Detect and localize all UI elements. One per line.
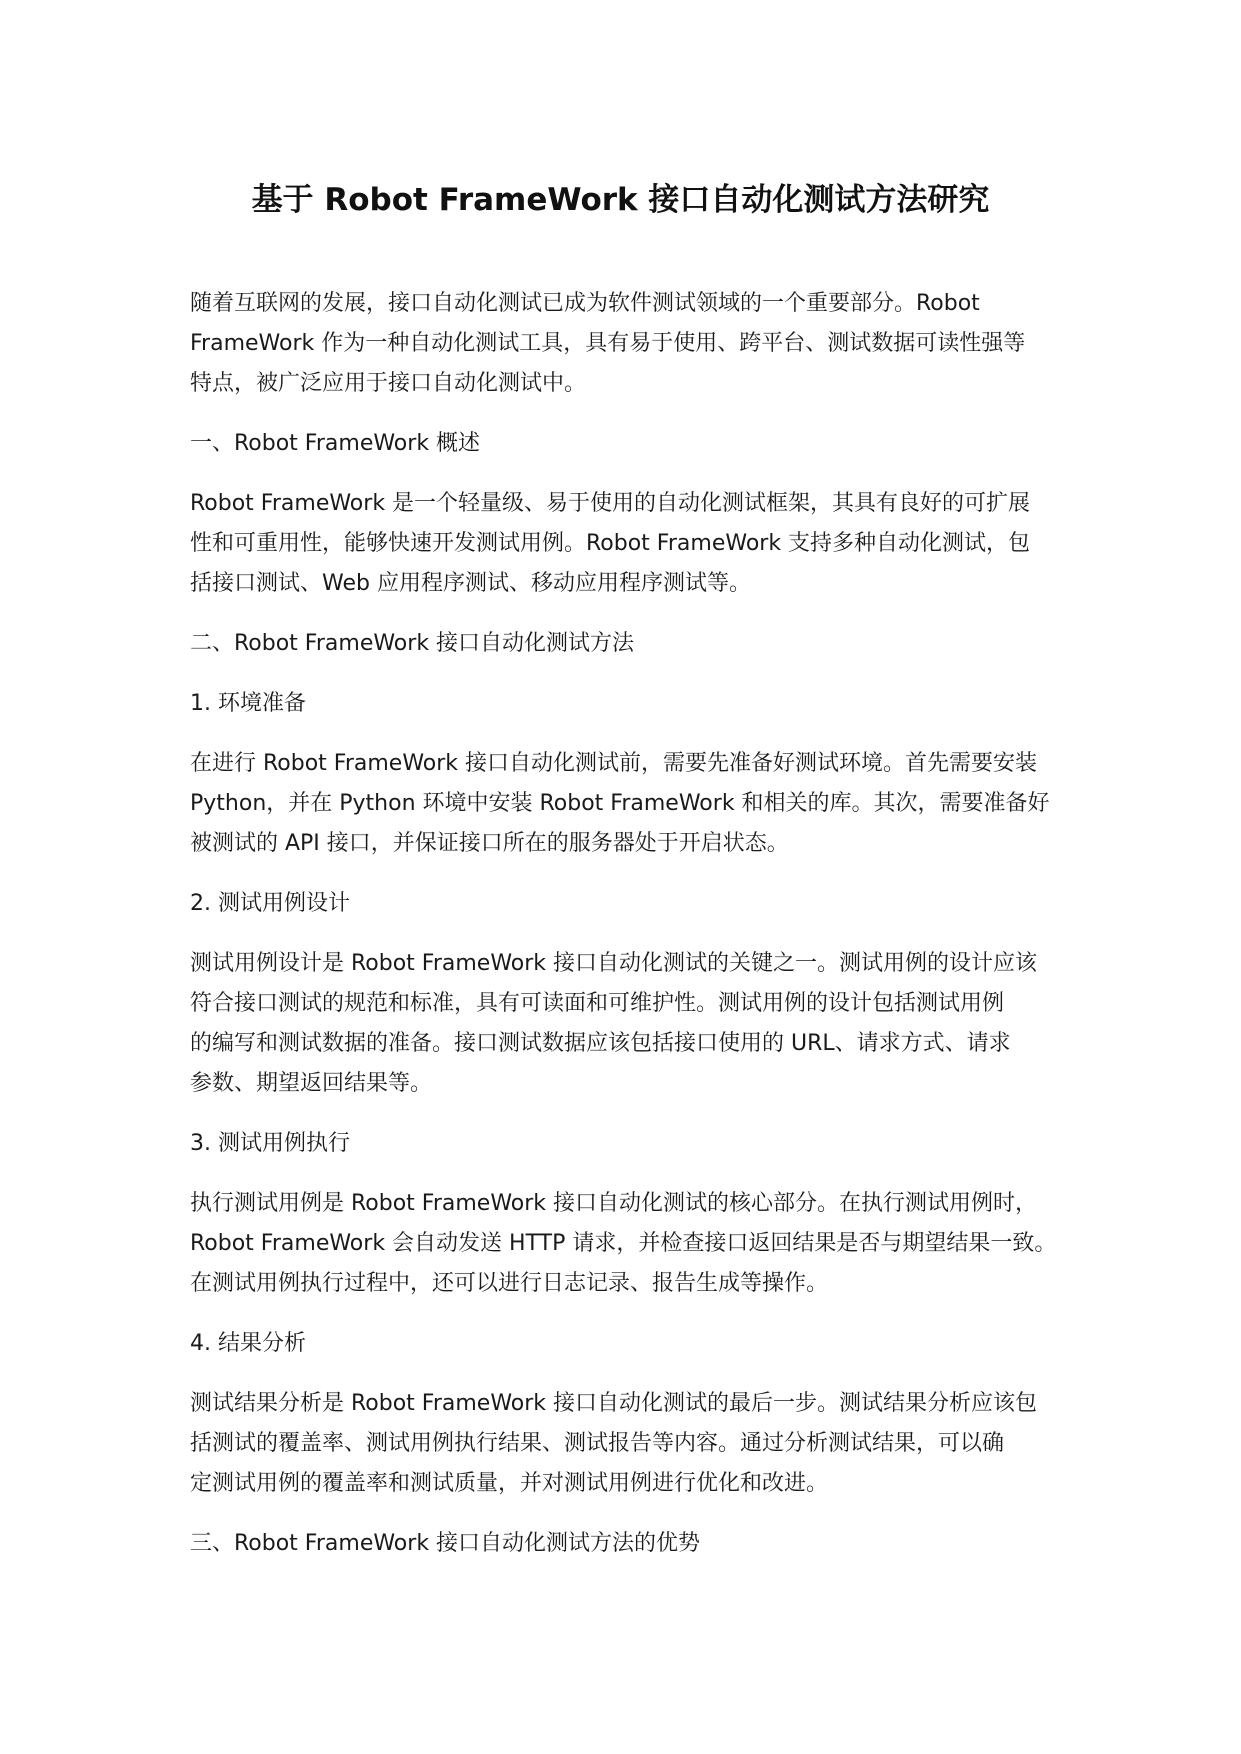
paragraph-line: 括接口测试、Web 应用程序测试、移动应用程序测试等。: [190, 571, 751, 596]
paragraph-line: 性和可重用性，能够快速开发测试用例。Robot FrameWork 支持多种自动化测试，包: [190, 531, 1031, 556]
heading-line: 4. 结果分析: [190, 1331, 306, 1356]
paragraph-result-analysis: [190, 1384, 1060, 1504]
paragraph-line: 测试结果分析是 Robot FrameWork 接口自动化测试的最后一步。测试结果分析应该包: [190, 1391, 1038, 1416]
subheading-test-execution: [190, 1124, 1060, 1164]
heading-line: 2. 测试用例设计: [190, 891, 350, 916]
paragraph-intro: [190, 284, 1060, 404]
paragraph-test-execution: [190, 1184, 1060, 1304]
paragraph-line: 测试用例设计是 Robot FrameWork 接口自动化测试的关键之一。测试用例的设计应该: [190, 951, 1038, 976]
subheading-environment: [190, 684, 1060, 724]
section-heading-advantages: [190, 1524, 1060, 1564]
subheading-test-design: [190, 884, 1060, 924]
paragraph-line: 被测试的 API 接口，并保证接口所在的服务器处于开启状态。: [190, 831, 789, 856]
paragraph-line: FrameWork 作为一种自动化测试工具，具有易于使用、跨平台、测试数据可读性强等: [190, 331, 1026, 356]
paragraph-line: 随着互联网的发展，接口自动化测试已成为软件测试领域的一个重要部分。Robot: [190, 291, 980, 316]
heading-line: 一、Robot FrameWork 概述: [190, 431, 481, 456]
heading-line: 二、Robot FrameWork 接口自动化测试方法: [190, 631, 635, 656]
document-title: 基于 Robot FrameWork 接口自动化测试方法研究: [251, 182, 990, 218]
paragraph-line: Python，并在 Python 环境中安装 Robot FrameWork 和相关的库。其次，需要准备好: [190, 791, 1050, 816]
paragraph-line: 在进行 Robot FrameWork 接口自动化测试前，需要先准备好测试环境。首先需要安装: [190, 751, 1038, 776]
paragraph-line: 在测试用例执行过程中，还可以进行日志记录、报告生成等操作。: [190, 1271, 829, 1296]
paragraph-line: 参数、期望返回结果等。: [190, 1071, 433, 1096]
section-heading-methods: [190, 624, 1060, 664]
paragraph-line: 特点，被广泛应用于接口自动化测试中。: [190, 371, 587, 396]
heading-line: 3. 测试用例执行: [190, 1131, 350, 1156]
paragraph-test-design: [190, 944, 1060, 1104]
paragraph-line: 的编写和测试数据的准备。接口测试数据应该包括接口使用的 URL、请求方式、请求: [190, 1031, 1011, 1056]
paragraph-line: 执行测试用例是 Robot FrameWork 接口自动化测试的核心部分。在执行测试用例时，: [190, 1191, 1038, 1216]
paragraph-line: Robot FrameWork 是一个轻量级、易于使用的自动化测试框架，其具有良好的可扩展: [190, 491, 1031, 516]
heading-line: 三、Robot FrameWork 接口自动化测试方法的优势: [190, 1531, 701, 1556]
paragraph-environment: [190, 744, 1060, 864]
paragraph-line: Robot FrameWork 会自动发送 HTTP 请求，并检查接口返回结果是否与期望结果一致。: [190, 1231, 1057, 1256]
section-heading-overview: [190, 424, 1060, 464]
heading-line: 1. 环境准备: [190, 691, 306, 716]
paragraph-line: 定测试用例的覆盖率和测试质量，并对测试用例进行优化和改进。: [190, 1471, 829, 1496]
paragraph-line: 符合接口测试的规范和标准，具有可读面和可维护性。测试用例的设计包括测试用例: [190, 991, 1005, 1016]
paragraph-overview: [190, 484, 1060, 604]
subheading-result-analysis: [190, 1324, 1060, 1364]
paragraph-line: 括测试的覆盖率、测试用例执行结果、测试报告等内容。通过分析测试结果，可以确: [190, 1431, 1005, 1456]
